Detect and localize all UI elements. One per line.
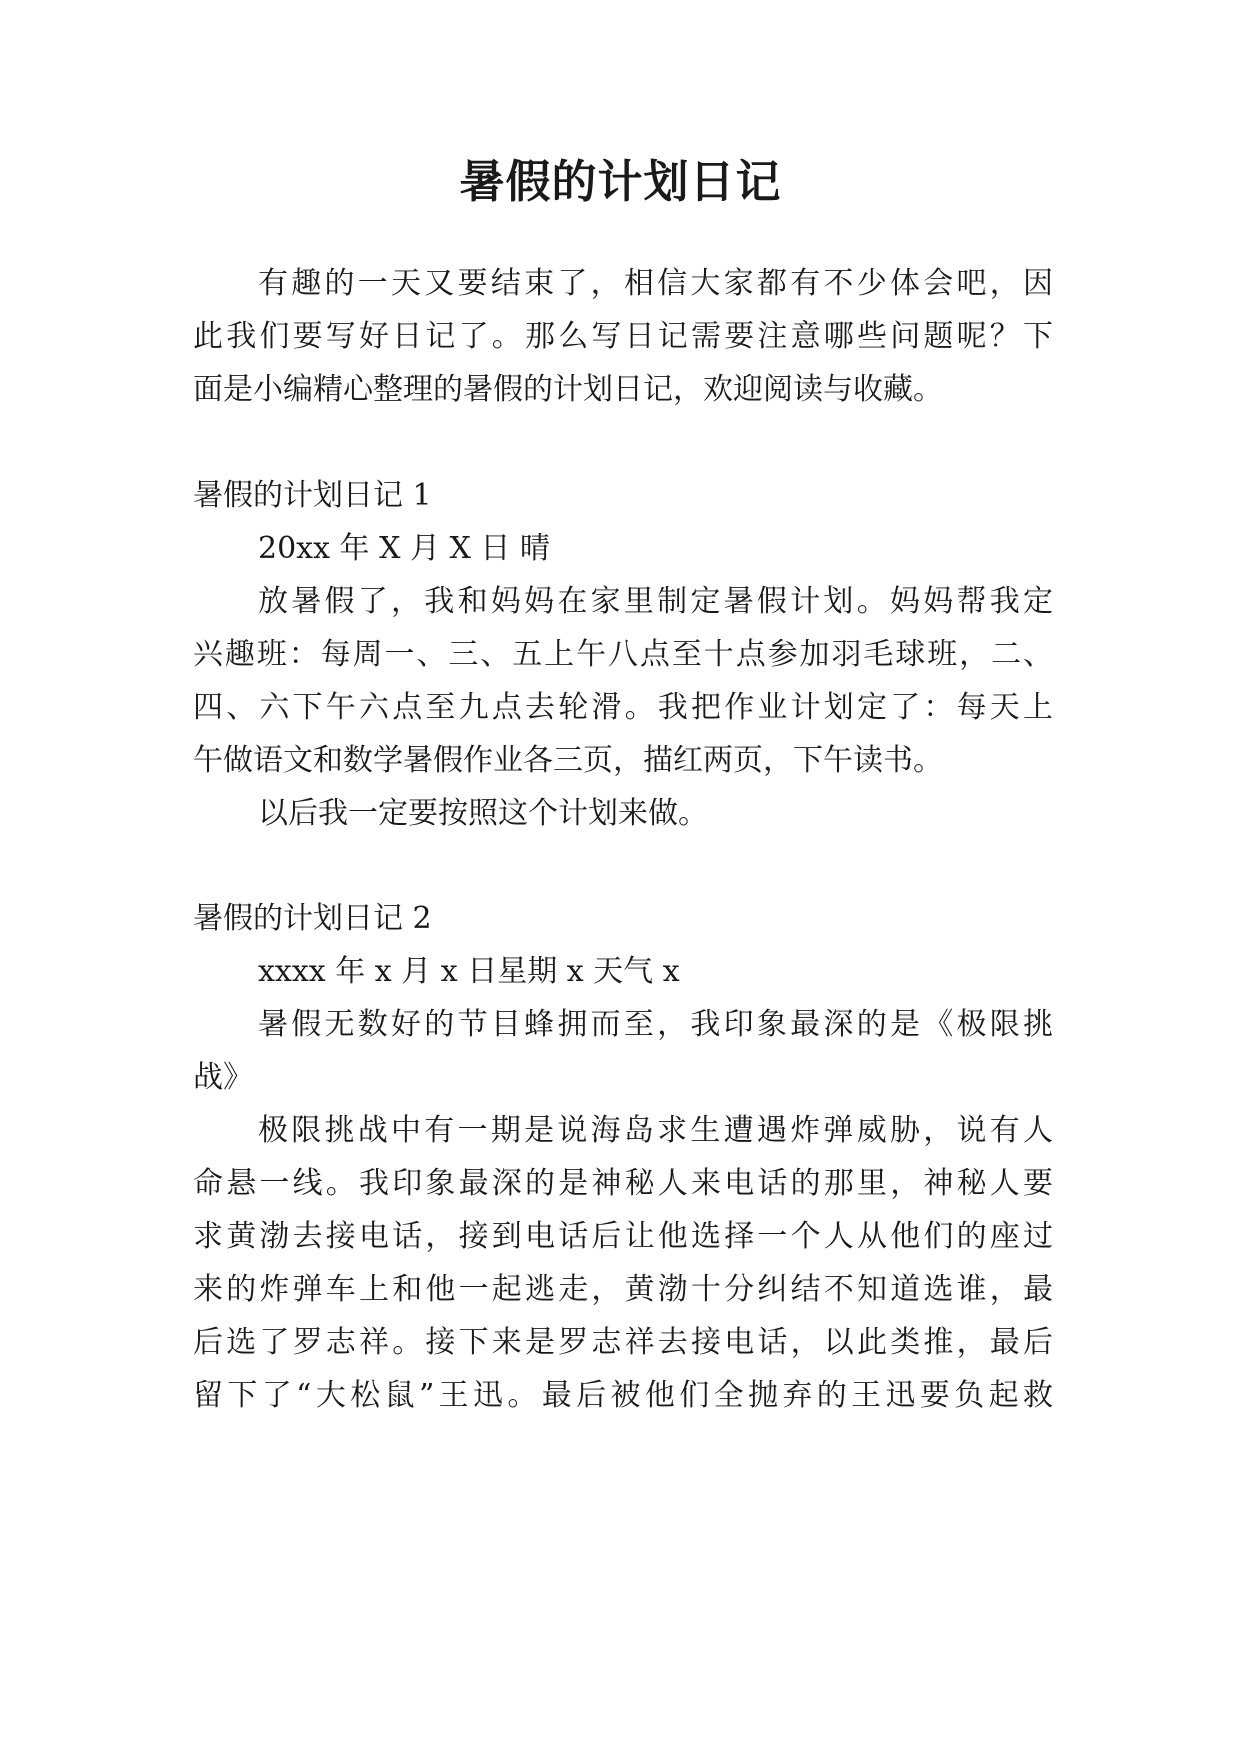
entry-paragraph-line: 午做语文和数学暑假作业各三页，描红两页，下午读书。 — [193, 743, 943, 778]
entry-paragraph-line: 四、六下午六点至九点去轮滑。我把作业计划定了：每天上 — [193, 690, 1053, 725]
entry-paragraph-line: 后选了罗志祥。接下来是罗志祥去接电话，以此类推，最后 — [193, 1325, 1053, 1360]
entry-paragraph-line: 命悬一线。我印象最深的是神秘人来电话的那里，神秘人要 — [193, 1166, 1053, 1201]
entry-paragraph-line: 来的炸弹车上和他一起逃走，黄渤十分纠结不知道选谁，最 — [193, 1272, 1053, 1307]
entry-date-line: xxxx 年 x 月 x 日星期 x 天气 x — [258, 954, 680, 989]
entry-paragraph-line: 留下了“大松鼠”王迅。最后被他们全抛弃的王迅要负起救 — [193, 1378, 1053, 1413]
entry-paragraph-line: 求黄渤去接电话，接到电话后让他选择一个人从他们的座过 — [193, 1219, 1053, 1254]
entry-paragraph-line: 战》 — [193, 1060, 253, 1095]
intro-line: 有趣的一天又要结束了，相信大家都有不少体会吧，因 — [258, 266, 1053, 301]
intro-line: 此我们要写好日记了。那么写日记需要注意哪些问题呢？下 — [193, 319, 1053, 354]
entry-paragraph-line: 以后我一定要按照这个计划来做。 — [258, 796, 708, 831]
entry-date-line: 20xx 年 X 月 X 日 晴 — [258, 531, 550, 566]
entry-paragraph-line: 暑假无数好的节目蜂拥而至，我印象最深的是《极限挑 — [258, 1007, 1053, 1042]
entry-paragraph-line: 放暑假了，我和妈妈在家里制定暑假计划。妈妈帮我定 — [258, 584, 1053, 619]
entry-paragraph-line: 极限挑战中有一期是说海岛求生遭遇炸弹威胁，说有人 — [258, 1113, 1053, 1148]
entry-heading: 暑假的计划日记 1 — [193, 478, 432, 513]
document-title: 暑假的计划日记 — [459, 155, 782, 208]
entry-paragraph-line: 兴趣班：每周一、三、五上午八点至十点参加羽毛球班，二、 — [193, 637, 1053, 672]
entry-heading: 暑假的计划日记 2 — [193, 901, 432, 936]
intro-line: 面是小编精心整理的暑假的计划日记，欢迎阅读与收藏。 — [193, 372, 943, 407]
